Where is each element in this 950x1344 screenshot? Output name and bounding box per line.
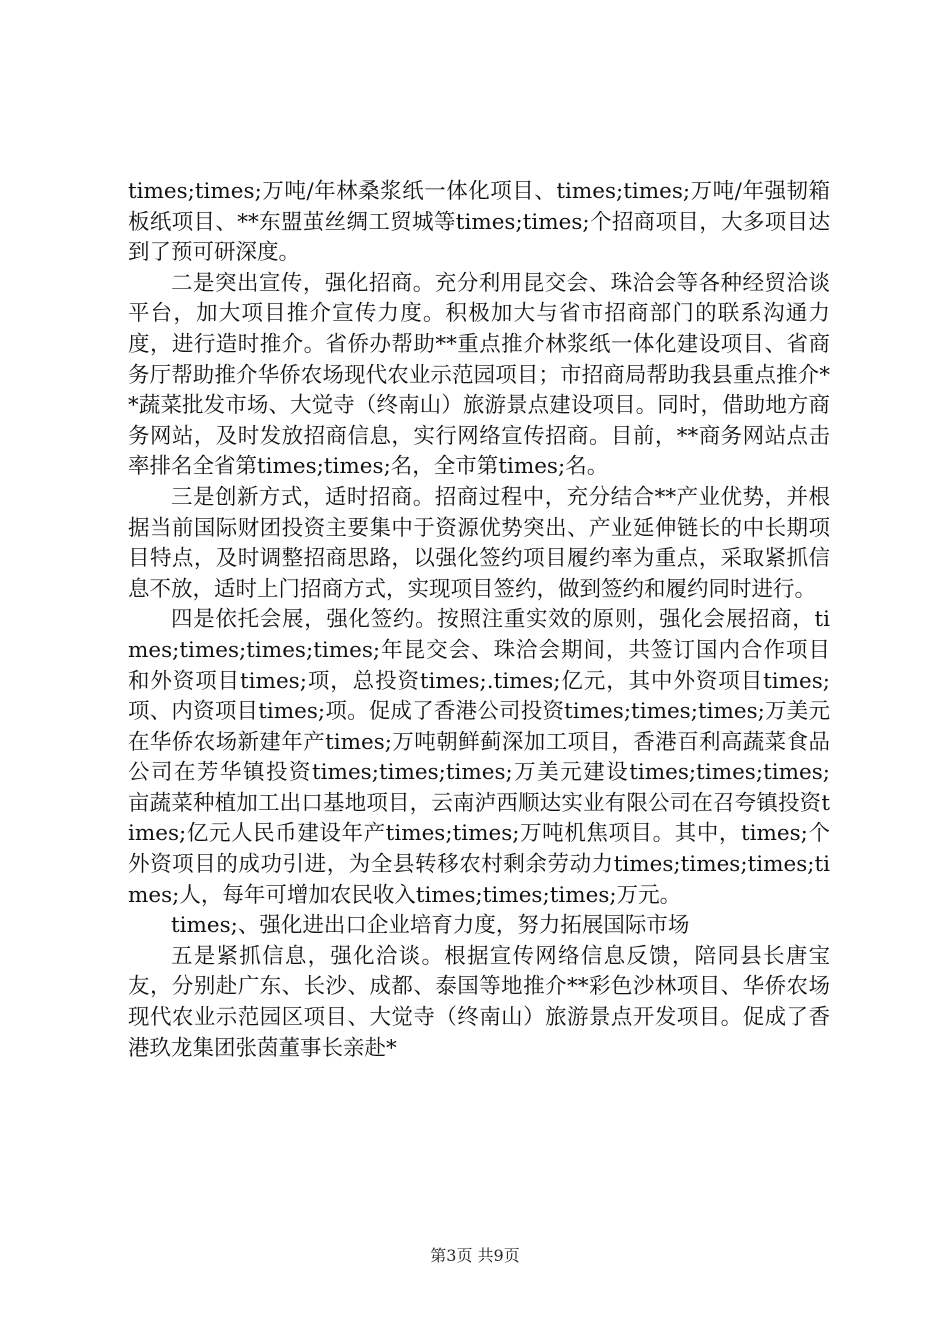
paragraph-3: 三是创新方式，适时招商。招商过程中，充分结合**产业优势，并根据当前国际财团投资主要集中于资源优势突出、产业延伸链长的中长期项目特点，及时调整招商思路，以强化签约项目履约率为重点，采取紧抓信息不放，适时上门招商方式，实现项目签约，做到签约和履约同时进行。	[128, 484, 830, 602]
page-footer: 第3页 共9页	[430, 1246, 520, 1265]
paragraph-1: times;times;万吨/年林桑浆纸一体化项目、times;times;万吨/年强韧箱板纸项目、**东盟茧丝绸工贸城等times;times;个招商项目，大多项目达到了预可研深度。	[128, 179, 830, 266]
paragraph-4: 四是依托会展，强化签约。按照注重实效的原则，强化会展招商，times;times;times;times;年昆交会、珠洽会期间，共签订国内合作项目和外资项目times;项，总投资times;.times;亿元，其中外资项目times;项、内资项目times;项。促成了香港公司投资times;times;times;万美元在华侨农场新建年产times;万吨朝鲜蓟深加工项目，香港百利高蔬菜食品公司在芳华镇投资times;times;times;万美元建设times;times;times;亩蔬菜种植加工出口基地项目，云南泸西顺达实业有限公司在召夸镇投资times;亿元人民币建设年产times;times;万吨机焦项目。其中，times;个外资项目的成功引进，为全县转移农村剩余劳动力times;times;times;times;人，每年可增加农民收入times;times;times;万元。	[128, 607, 830, 908]
document-body	[128, 177, 830, 1064]
paragraph-2: 二是突出宣传，强化招商。充分利用昆交会、珠洽会等各种经贸洽谈平台，加大项目推介宣传力度。积极加大与省市招商部门的联系沟通力度，进行造时推介。省侨办帮助**重点推介林浆纸一体化建设项目、省商务厅帮助推介华侨农场现代农业示范园项目；市招商局帮助我县重点推介**蔬菜批发市场、大觉寺（终南山）旅游景点建设项目。同时，借助地方商务网站，及时发放招商信息，实行网络宣传招商。目前，**商务网站点击率排名全省第times;times;名，全市第times;名。	[128, 270, 830, 480]
paragraph-5: 五是紧抓信息，强化洽谈。根据宣传网络信息反馈，陪同县长唐宝友，分别赴广东、长沙、成都、泰国等地推介**彩色沙林项目、华侨农场现代农业示范园区项目、大觉寺（终南山）旅游景点开发项目。促成了香港玖龙集团张茵董事长亲赴*	[128, 943, 830, 1061]
section-heading: times;、强化进出口企业培育力度，努力拓展国际市场	[171, 913, 690, 939]
